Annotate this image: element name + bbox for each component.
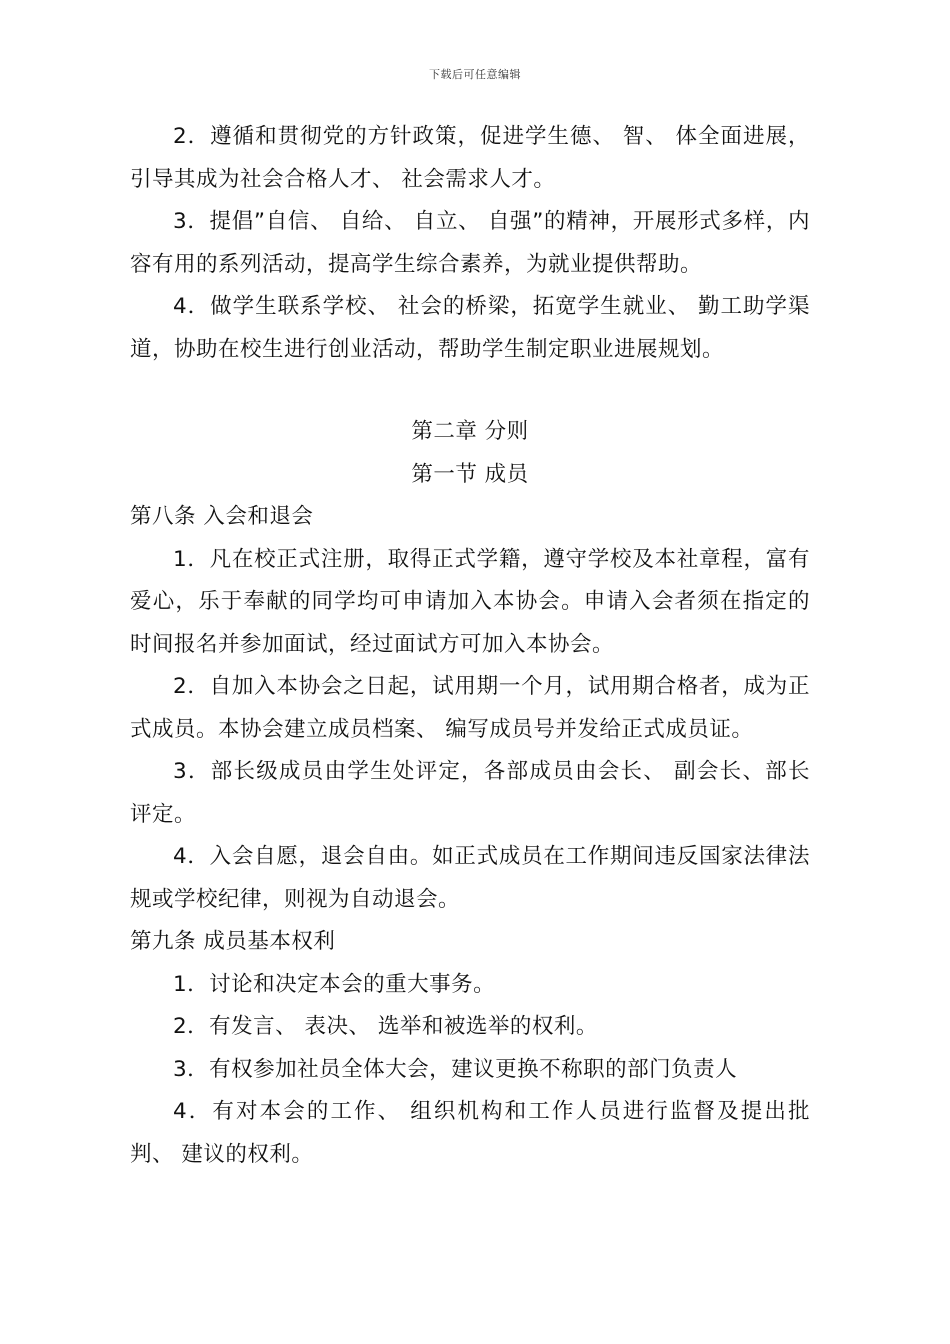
article-9-item-4: 4．有对本会的工作、 组织机构和工作人员进行监督及提出批判、 建议的权利。 — [130, 1099, 810, 1167]
section-gap — [130, 371, 810, 411]
article-9-item-2: 2．有发言、 表决、 选举和被选举的权利。 — [173, 1014, 598, 1039]
section-title: 第一节 成员 — [411, 461, 529, 487]
document-body — [130, 116, 810, 1176]
chapter-title: 第二章 分则 — [411, 419, 529, 444]
paragraph-item-4: 4．做学生联系学校、 社会的桥梁，拓宽学生就业、 勤工助学渠道，协助在校生进行创业活动，帮助学生制定职业进展规划。 — [130, 294, 810, 362]
article-9-item-1: 1．讨论和决定本会的重大事务。 — [173, 971, 496, 997]
article-8-item-4: 4．入会自愿，退会自由。如正式成员在工作期间违反国家法律法规或学校纪律，则视为自动退会。 — [130, 844, 810, 912]
paragraph-item-2: 2．遵循和贯彻党的方针政策，促进学生德、 智、 体全面进展，引导其成为社会合格人才、 社会需求人才。 — [130, 124, 810, 192]
article-9-title: 第九条 成员基本权利 — [130, 929, 336, 954]
article-8-item-1: 1．凡在校正式注册，取得正式学籍，遵守学校及本社章程，富有爱心，乐于奉献的同学均可申请加入本协会。申请入会者须在指定的时间报名并参加面试，经过面试方可加入本协会。 — [130, 546, 810, 657]
paragraph-item-3: 3．提倡”自信、 自给、 自立、 自强”的精神，开展形式多样，内容有用的系列活动，提高学生综合素养，为就业提供帮助。 — [130, 209, 810, 277]
page-header: 下载后可任意编辑 — [429, 68, 521, 81]
article-8-item-3: 3．部长级成员由学生处评定，各部成员由会长、 副会长、部长评定。 — [130, 759, 810, 827]
article-8-item-2: 2．自加入本协会之日起，试用期一个月，试用期合格者，成为正式成员。本协会建立成员档案、 编写成员号并发给正式成员证。 — [130, 674, 810, 742]
article-8-title: 第八条 入会和退会 — [130, 504, 314, 529]
article-9-item-3: 3．有权参加社员全体大会，建议更换不称职的部门负责人 — [173, 1056, 738, 1082]
